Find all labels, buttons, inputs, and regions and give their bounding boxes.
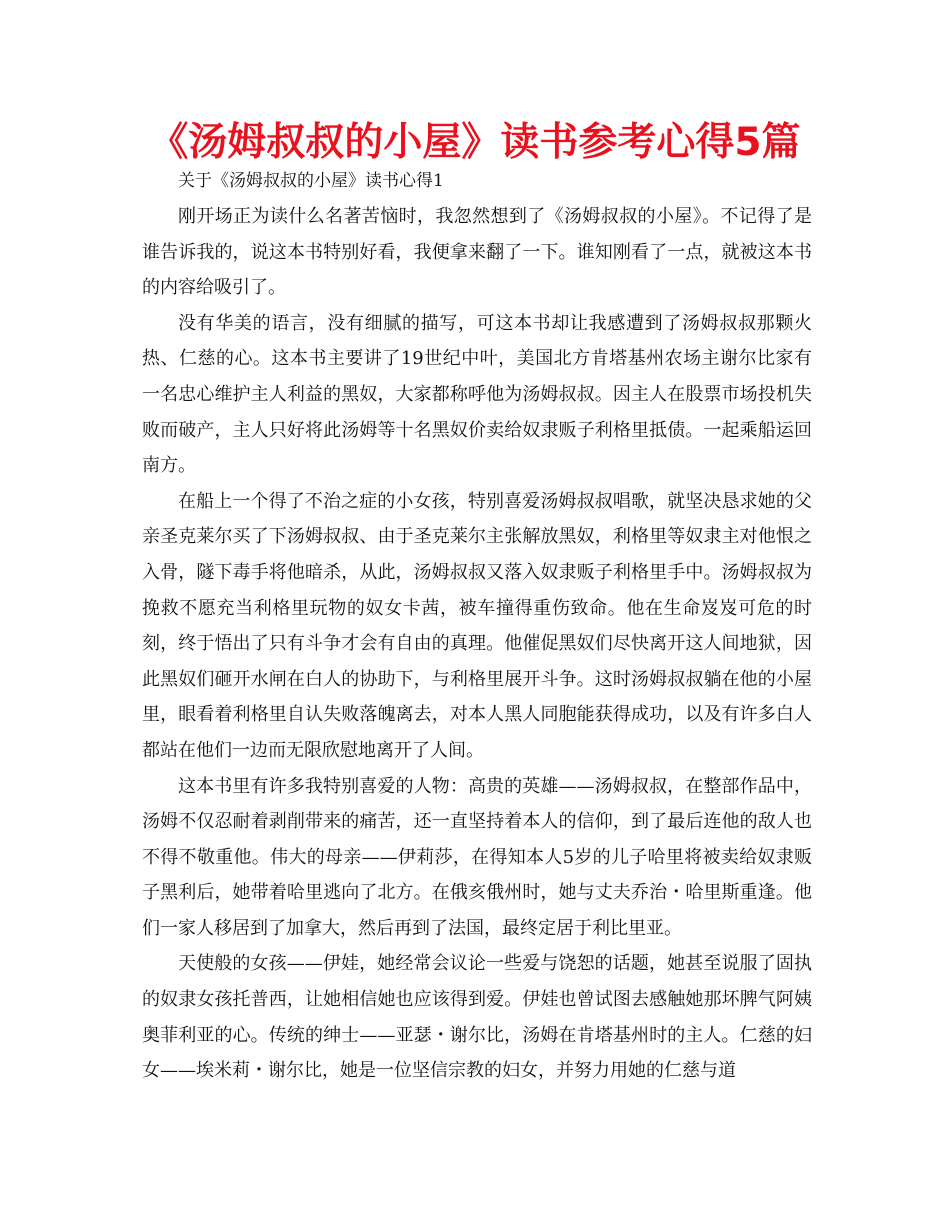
document-title: 《汤姆叔叔的小屋》读书参考心得5篇 — [149, 120, 801, 165]
paragraph: 在船上一个得了不治之症的小女孩，特别喜爱汤姆叔叔唱歌，就坚决恳求她的父亲圣克莱尔买了下汤姆叔叔、由于圣克莱尔主张解放黑奴，利格里等奴隶主对他恨之入骨，隧下毒手将他暗杀，从此，汤姆叔叔又落入奴隶贩子利格里手中。汤姆叔叔为挽救不愿充当利格里玩物的奴女卡茜，被车撞得重伤致命。他在生命岌岌可危的时刻，终于悟出了只有斗争才会有自由的真理。他催促黑奴们尽快离开这人间地狱，因此黑奴们砸开水闸在白人的协助下，与利格里展开斗争。这时汤姆叔叔躺在他的小屋里，眼看着利格里自认失败落魄离去，对本人黑人同胞能获得成功，以及有许多白人都站在他们一边而无限欣慰地离开了人间。 — [142, 490, 812, 761]
paragraph: 天使般的女孩——伊娃，她经常会议论一些爱与饶恕的话题，她甚至说服了固执的奴隶女孩托普西，让她相信她也应该得到爱。伊娃也曾试图去感触她那坏脾气阿姨奥菲利亚的心。传统的绅士——亚瑟・谢尔比，汤姆在肯塔基州时的主人。仁慈的妇女——埃米莉・谢尔比，她是一位坚信宗教的妇女，并努力用她的仁慈与道 — [142, 953, 812, 1082]
paragraph: 没有华美的语言，没有细腻的描写，可这本书却让我感遭到了汤姆叔叔那颗火热、仁慈的心。这本书主要讲了19世纪中叶，美国北方肯塔基州农场主谢尔比家有一名忠心维护主人利益的黑奴，大家都称呼他为汤姆叔叔。因主人在股票市场投机失败而破产，主人只好将此汤姆等十名黑奴价卖给奴隶贩子利格里抵债。一起乘船运回南方。 — [142, 312, 812, 477]
section-heading: 关于《汤姆叔叔的小屋》读书心得1 — [178, 171, 444, 191]
document-body — [142, 199, 812, 1089]
paragraph: 刚开场正为读什么名著苦恼时，我忽然想到了《汤姆叔叔的小屋》。不记得了是谁告诉我的，说这本书特别好看，我便拿来翻了一下。谁知刚看了一点，就被这本书的内容给吸引了。 — [142, 206, 812, 299]
paragraph: 这本书里有许多我特别喜爱的人物：高贵的英雄——汤姆叔叔，在整部作品中，汤姆不仅忍耐着剥削带来的痛苦，还一直坚持着本人的信仰，到了最后连他的敌人也不得不敬重他。伟大的母亲——伊莉莎，在得知本人5岁的儿子哈里将被卖给奴隶贩子黑利后，她带着哈里逃向了北方。在俄亥俄州时，她与丈夫乔治・哈里斯重逢。他们一家人移居到了加拿大，然后再到了法国，最终定居于利比里亚。 — [142, 775, 812, 939]
